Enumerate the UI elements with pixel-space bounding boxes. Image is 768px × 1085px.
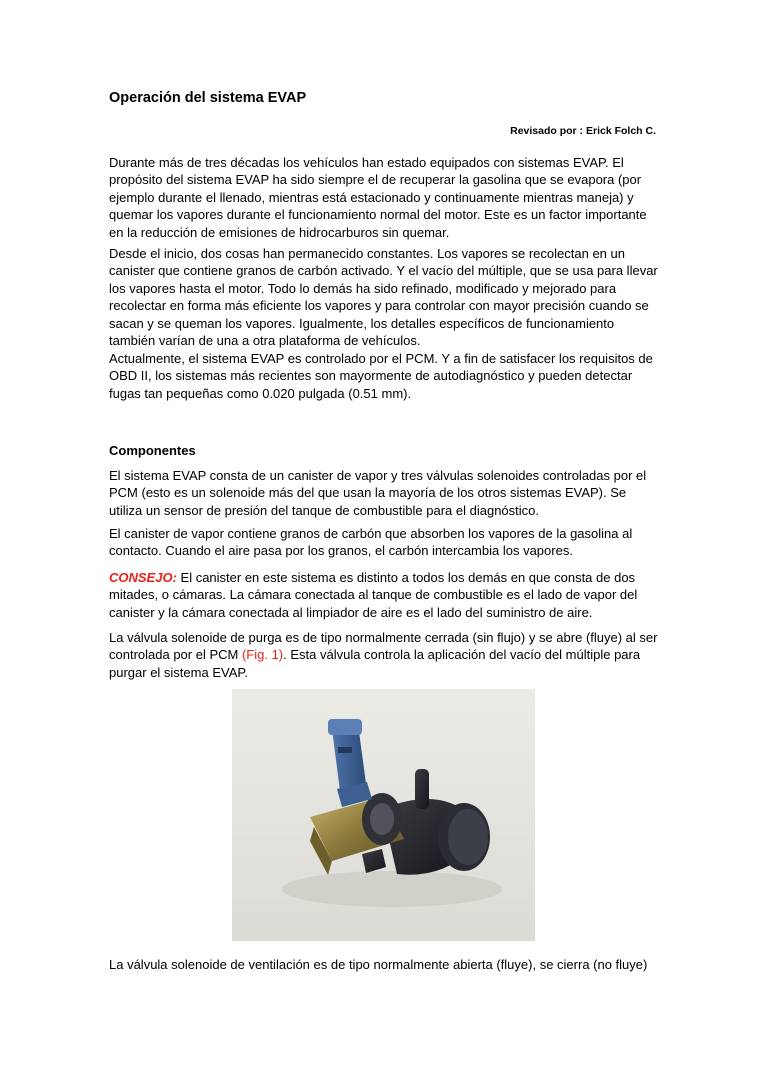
figure-reference: (Fig. 1)	[241, 647, 284, 663]
tip-text: El canister en este sistema es distinto a todos los demás en que consta de dos mitades, o cámaras. La cámara conectada al tanque de combustible es el lado de vapor del canister y la cámara conectada al limpiador de aire es el lado del suministro de aire.	[109, 570, 638, 620]
components-paragraph-2: El canister de vapor contiene granos de carbón que absorben los vapores de la gasolina al contacto. Cuando el aire pasa por los granos, el carbón intercambia los vapores.	[109, 526, 633, 559]
vent-paragraph: La válvula solenoide de ventilación es de tipo normalmente abierta (fluye), se cierra (no fluye)	[109, 957, 648, 972]
purge-text-before: La válvula solenoide de purga es de tipo normalmente cerrada (sin flujo) y se abre (fluye) al ser controlada por el PCM	[109, 630, 658, 663]
tip-label: CONSEJO:	[109, 570, 177, 585]
components-heading: Componentes	[109, 443, 196, 458]
purge-solenoid-valve-photo	[232, 689, 535, 941]
tip-paragraph	[109, 569, 661, 621]
document-title: Operación del sistema EVAP	[109, 90, 307, 106]
intro-paragraph-3: Actualmente, el sistema EVAP es controlado por el PCM. Y a fin de satisfacer los requisitos de OBD II, los sistemas más recientes son mayormente de autodiagnóstico y pueden detectar fugas tan pequeñas como 0.020 pulgada (0.51 mm).	[109, 351, 653, 401]
intro-paragraph-2: Desde el inicio, dos cosas han permanecido constantes. Los vapores se recolectan en un canister que contiene granos de carbón activado. Y el vacío del múltiple, que se usa para llevar los vapores hasta el motor. Todo lo demás ha sido refinado, modificado y mejorado para recolectar en forma más eficiente los vapores y para controlar con mayor precisión cuando se sacan y se queman los vapores. Igualmente, los detalles específicos de funcionamiento también varían de una a otra plataforma de vehículos.	[109, 246, 658, 349]
intro-paragraph-1: Durante más de tres décadas los vehículos han estado equipados con sistemas EVAP. El propósito del sistema EVAP ha sido siempre el de recuperar la gasolina que se evapora (por ejemplo durante el llenado, mientras está estacionado y continuamente mientras maneja) y quemar los vapores durante el funcionamiento normal del motor. Este es un factor importante en la reducción de emisiones de hidrocarburos sin quemar.	[109, 155, 647, 240]
author-line: Revisado por : Erick Folch C.	[510, 125, 656, 137]
components-paragraph-1: El sistema EVAP consta de un canister de vapor y tres válvulas solenoides controladas por el PCM (esto es un solenoide más del que usan la mayoría de los otros sistemas EVAP). Se utiliza un sensor de presión del tanque de combustible para el diagnóstico.	[109, 468, 647, 518]
purge-paragraph	[109, 629, 661, 681]
purge-text-after: . Esta válvula controla la aplicación del vacío del múltiple para purgar el sistema EVAP.	[109, 647, 641, 680]
